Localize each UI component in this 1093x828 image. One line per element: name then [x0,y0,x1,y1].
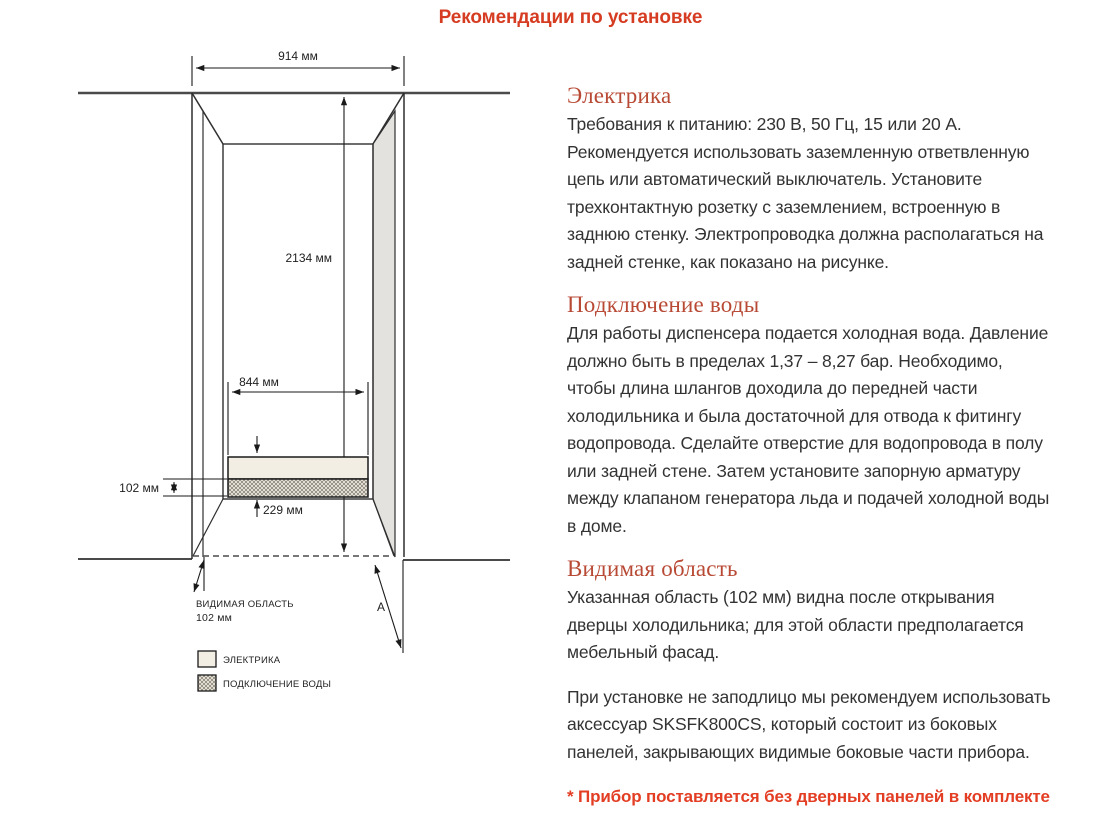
visible-area-label-line2: 102 мм [196,612,233,624]
niche-outline [192,93,404,653]
service-zones [228,436,368,497]
dim-label-844: 844 мм [239,375,279,389]
dimension-102 [163,479,227,496]
side-panel-shaded [373,111,395,557]
section-water-heading: Подключение воды [567,292,760,317]
dim-label-229: 229 мм [263,503,303,517]
back-wall [223,144,373,499]
instructions-column [567,84,1055,828]
page-title: Рекомендации по установке [438,7,703,28]
door-marker-label: A [377,600,386,614]
section-visible-area [567,557,1055,766]
legend-label-electrics: ЭЛЕКТРИКА [223,655,281,666]
section-electrical-heading: Электрика [567,83,672,108]
legend-label-water: ПОДКЛЮЧЕНИЕ ВОДЫ [223,679,332,690]
water-zone-box [228,479,368,497]
section-water-connection [567,293,1055,540]
diagram-legend [198,651,216,691]
dim-label-102: 102 мм [119,481,159,495]
section-electrical-body: Требования к питанию: 230 В, 50 Гц, 15 или 20 А. Рекомендуется использовать заземленную ответвленную цепь или автоматический выключатель. Установите трехконтактную розетку с заземлением, встроенную в заднюю стенку. Электропроводка должна располагаться на задней стенке, как показано на рисунке. [567,114,1044,272]
installation-diagram [0,0,560,720]
dim-label-2134: 2134 мм [285,251,332,265]
section-visible-area-heading: Видимая область [567,556,738,581]
section-visible-area-body: Указанная область (102 мм) видна после открывания дверцы холодильника; для этой области предполагается мебельный фасад. [567,587,1024,662]
legend-swatch-water [198,675,216,691]
footnote: * Прибор поставляется без дверных панелей в комплекте [567,787,1050,806]
section-visible-area-body2: При установке не заподлицо мы рекомендуем использовать аксессуар SKSFK800CS, который состоит из боковых панелей, закрывающих видимые боковые части прибора. [567,686,1051,762]
visible-area-callout [194,560,204,592]
dimension-844 [228,382,368,455]
section-electrical [567,84,1055,276]
dim-label-914: 914 мм [278,49,318,63]
section-water-body: Для работы диспенсера подается холодная вода. Давление должно быть в пределах 1,37 – 8,27 бар. Необходимо, чтобы длина шлангов доходила до передней части холодильника и была достаточной для отвода к фитингу водопровода. Сделайте отверстие для водопровода в полу или задней стене. Затем установите запорную арматуру между клапаном генератора льда и подачей холодной воды в доме. [567,323,1050,536]
electrics-zone-box [228,457,368,479]
legend-swatch-electrics [198,651,216,667]
visible-area-label-line1: ВИДИМАЯ ОБЛАСТЬ [196,599,294,610]
